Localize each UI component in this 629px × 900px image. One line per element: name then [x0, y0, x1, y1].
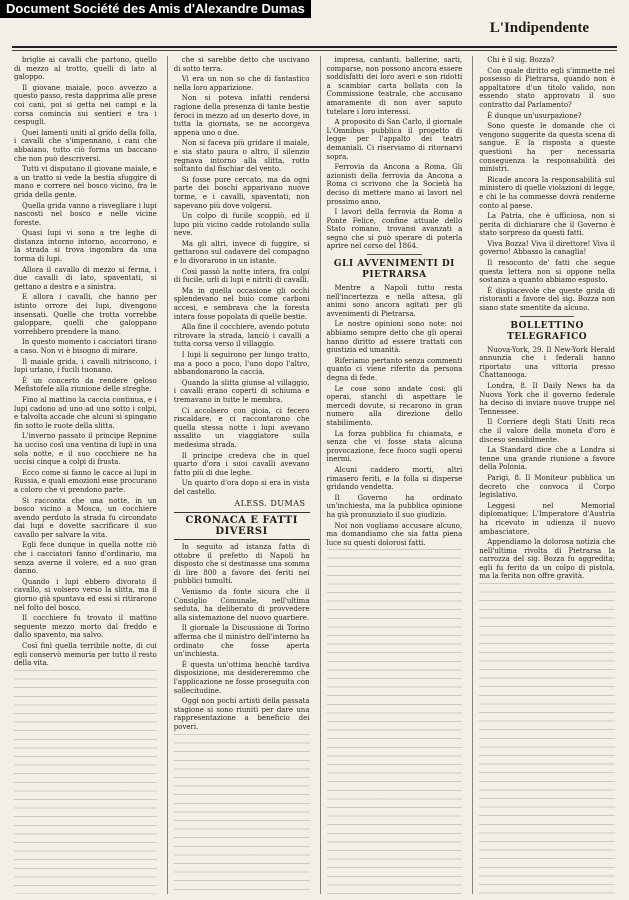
news-paragraph: Alcuni caddero morti, altri rimasero feriti, e la folla si disperse gridando vendetta.	[326, 465, 463, 492]
article-paragraph: Ci accolsero con gioia, ci fecero riscaldare, e ci raccontarono che quella stessa notte i lupi avevano assalito un viaggiatore sulla medesima strada.	[173, 406, 310, 449]
article-paragraph: Il cocchiere fu trovato il mattino seguente mezzo morto dal freddo e dallo spavento, ma salvo.	[14, 614, 157, 640]
section-divider	[367, 254, 421, 255]
article-paragraph: Tutti vi disputano il giovane maiale, e a un tratto si vede la bestia sfuggire di mano e correre nel bosco vicino, fra le grida della gente.	[14, 165, 157, 199]
news-paragraph: Mentre a Napoli tutto resta nell'incertezza e nella attesa, gli animi sono ancora agitati per gli avvenimenti di Pietrarsa.	[326, 284, 463, 318]
bulletin-paragraph: La Standard dice che a Londra si tenne una grande riunione a favore della Polonia.	[479, 446, 615, 472]
article-paragraph: Non si faceva più gridare il maiale, e sia stato paura o altro, il silenzio regnava intorno alla slitta, rotto soltanto dal fischiar del vento.	[173, 139, 310, 174]
news-paragraph: Le cose sono andate cosi: gli operai, stanchi di aspettare le mercedi dovute, si recarono in gran numero alla direzione dello stabilimento.	[326, 384, 463, 427]
article-paragraph: E allora i cavalli, che hanno per istinto orrore dei lupi, divengono insensati. Quelle che trotta vorrebbe galoppare, quelli che galoppano vorrebbero prendere la mano.	[14, 293, 157, 336]
article-paragraph: Ricade ancora la responsabilità sul ministero di quelle violazioni di legge, e chi le ha commesse dovrà renderne conto al paese.	[479, 175, 615, 210]
column-1	[14, 56, 157, 894]
bulletin-paragraph: Leggesi nel Memorial diplomatique: L'Imperatore d'Austria ha ricevuto in udienza il nuovo ambasciatore.	[479, 501, 615, 536]
article-paragraph: Alla fine il cocchiere, avendo potuto ritrovare la strada, lanciò i cavalli a tutta corsa verso il villaggio.	[173, 323, 310, 349]
text-filler	[174, 734, 310, 894]
article-paragraph: I lavori della ferrovia da Roma a Ponte Felice, confine attuale dello Stato romano, trovansi avanzati a segno che si può sperare di poterla aprire nel corso del 1864.	[326, 208, 463, 251]
article-paragraph: Allora il cavallo di mezzo si ferma, i due cavalli di lato, spaventati, si gettano a destra e a sinistra.	[14, 265, 157, 291]
article-paragraph: Ma in quella occasione gli occhi splendevano nel buio come carboni accesi, e sembrava che la foresta intera fosse popolata di quelle bestie.	[173, 286, 310, 321]
news-paragraph: Le nostre opinioni sono note: noi abbiamo sempre detto che gli operai hanno diritto ad essere trattati con giustizia ed umanità.	[326, 320, 463, 355]
article-paragraph: Non si poteva infatti rendersi ragione della presenza di tante bestie feroci in mezzo ad un deserto dove, in tutta la giornata, se ne accorgeva appena uno o due.	[173, 94, 310, 137]
bulletin-paragraph: Londra, 8. Il Daily News ha da Nuova York che il governo federale ha deciso di inviare nuove truppe nel Tennessee.	[479, 382, 615, 416]
column-2	[167, 56, 310, 894]
article-paragraph: Così passò la notte intera, fra colpi di fucile, urli di lupi e nitriti di cavalli.	[173, 267, 310, 285]
article-paragraph: Un quarto d'ora dopo si era in vista del castello.	[173, 479, 310, 496]
news-paragraph: Noi non vogliamo accusare alcuno, ma domandiamo che sia fatta piena luce su questi dolorosi fatti.	[326, 521, 463, 547]
article-paragraph: Viva Bozza! Viva il direttore! Viva il governo! Abbasso la canaglia!	[479, 239, 615, 257]
author-signature: ALESS. DUMAS	[234, 498, 306, 508]
article-paragraph: Quella grida vanno a risvegliare i lupi nascosti nel bosco e nelle vicine foreste.	[14, 201, 157, 227]
top-rule	[12, 46, 617, 48]
article-paragraph: Ferrovia da Ancona a Roma. Gli azionisti della ferrovia da Ancona a Roma ci scrivono che la Società ha deciso di mettere mano ai lavori nel prossimo anno.	[326, 163, 463, 206]
article-paragraph: Un colpo di fucile scoppiò, ed il lupo più vicino cadde rotolando sulla neve.	[173, 212, 310, 238]
article-paragraph: È dunque un'usurpazione?	[487, 111, 582, 120]
news-paragraph: Riferiamo pertanto senza commenti quanto ci viene riferito da persona degna di fede.	[326, 356, 463, 382]
column-4	[472, 56, 615, 894]
section-heading-pietrarsa: GLI AVVENIMENTI DI PIETRARSA	[333, 259, 455, 281]
bulletin-paragraph: Appendiamo la dolorosa notizia che nell'ultima rivolta di Pietrarsa la carrozza del sig. Bozza fu aggredita; egli fu ferito da un colpo di pistola, ma la ferita non offre gravità.	[479, 538, 615, 581]
article-paragraph: Quasi lupi vi sono a tre leghe di distanza intorno intorno, accorrono, e la strada si trova ingombra da una torma di lupi.	[14, 229, 157, 264]
article-paragraph: Si racconta che una notte, in un bosco vicino a Mosca, un cocchiere avendo perduto la strada fu circondato dai lupi e dovette sacrificare il suo cavallo per salvare la vita.	[14, 496, 157, 539]
article-paragraph: A proposito di San Carlo, il giornale L'Omnibus pubblica il progetto di legge per l'appalto dei teatri demaniali. Ci riserviamo di ritornarvi sopra.	[326, 118, 463, 161]
article-paragraph: Il principe credeva che in quel quarto d'ora i suoi cavalli avevano fatto più di due leghe.	[173, 451, 310, 477]
article-paragraph: Chi è il sig. Bozza?	[487, 56, 555, 64]
text-filler	[479, 583, 615, 894]
section-heading-bollettino: BOLLETTINO TELEGRAFICO	[507, 320, 588, 342]
text-filler	[327, 549, 463, 894]
article-paragraph: Ma gli altri, invece di fuggire, si gettarono sul cadavere del compagno e lo divorarono in un istante.	[173, 239, 310, 266]
article-paragraph: I lupi li seguirono per lungo tratto, ma a poco a poco, l'uno dopo l'altro, abbandonarono la caccia.	[173, 351, 310, 377]
article-paragraph: Quando i lupi ebbero divorato il cavallo, si volsero verso la slitta, ma il giorno già spuntava ed essi si ritirarono nel folto del bosco.	[14, 577, 157, 612]
newspaper-masthead: L'Indipendente	[489, 20, 589, 36]
article-paragraph: Così finì quella terribile notte, di cui egli conservò memoria per tutto il resto della vita.	[14, 642, 157, 668]
article-paragraph: Quei lamenti uniti al grido della folla, i cavalli che s'impennano, i cani che abbaiano, tutto ciò forma un baccano che non può descriversi.	[14, 128, 157, 163]
watermark-banner: Document Société des Amis d'Alexandre Dumas	[0, 0, 311, 18]
news-paragraph: La forza pubblica fu chiamata, e senza che vi fosse stata alcuna provocazione, fece fuoco sugli operai inermi.	[326, 429, 463, 464]
news-paragraph: Oggi non pochi artisti della passata stagione si sono riuniti per dare una rappresentazione a beneficio dei poveri.	[173, 697, 310, 731]
article-paragraph: Con quale diritto egli s'immette nel possesso di Pietrarsa, quando non è appaltatore d'un titolo valido, non essendo stato approvato il suo contratto dal Parlamento?	[479, 66, 615, 109]
article-paragraph: In questo momento i cacciatori tirano a caso. Non vi è bisogno di mirare.	[14, 338, 157, 355]
section-heading-cronaca: CRONACA E FATTI DIVERSI	[174, 512, 310, 540]
top-rule-thin	[12, 50, 617, 51]
bulletin-paragraph: Nuova-York, 29. Il New-York Herald annunzia che i federali hanno riportato una vittoria presso Chattanooga.	[479, 345, 615, 380]
page-columns	[14, 56, 615, 894]
article-paragraph: L'inverno passato il principe Repnine ha ucciso così una ventina di lupi in una sola notte, e il suo cocchiere ne ha uccisi cinque a colpi di frusta.	[14, 432, 157, 467]
article-paragraph: È un concerto da rendere geloso Mefistofele alla riunione delle streghe.	[14, 376, 157, 394]
bulletin-paragraph: Il Corriere degli Stati Uniti reca che il valore della moneta d'oro è disceso sensibilmente.	[479, 418, 615, 444]
article-paragraph: che si sarebbe detto che uscivano di sotto terra.	[173, 56, 310, 73]
news-paragraph: Il giornale la Discussione di Torino afferma che il ministro dell'interno ha ordinato che fosse aperta un'inchiesta.	[173, 624, 310, 659]
news-paragraph: In seguito ad istanza fatta di ottobre il prefetto di Napoli ha disposto che si destinasse una somma di lire 800 a favore dei feriti nei pubblici tumulti.	[173, 543, 310, 586]
article-paragraph: Il maiale grida, i cavalli nitriscono, i lupi urlano, i fucili tuonano.	[14, 357, 157, 375]
article-paragraph: Fino al mattino la caccia continua, e i lupi cadono ad uno ad uno sotto i colpi, e talvolta accade che alcuni si spingano fin sotto le ruote della slitta.	[14, 395, 157, 430]
article-paragraph: Egli fece dunque in quella notte ciò che i cacciatori fanno d'ordinario, ma senza averne il volere, ed a suo gran danno.	[14, 541, 157, 576]
article-paragraph: È dispiacevole che queste grida di ristoranti a favore del sig. Bozza non siano state smentite da alcuno.	[479, 286, 615, 313]
article-paragraph: briglie ai cavalli che partono, quello di mezzo al trotto, quelli di lato al galoppo.	[14, 56, 157, 82]
article-paragraph: Sono queste le domande che ci vengono suggerite da questa scena di sangue. E la risposta a queste questioni ha per necessaria conseguenza la responsabilità dei ministri.	[479, 122, 615, 174]
text-filler	[14, 670, 157, 894]
article-paragraph: Si fosse pure cercato, ma da ogni parte dei boschi apparivano nuove torme, e i cavalli, spaventati, non sapevano più dove volgersi.	[173, 175, 310, 210]
article-paragraph: Quando la slitta giunse al villaggio, i cavalli erano coperti di schiuma e tremavano in tutte le membra.	[173, 378, 310, 404]
bulletin-paragraph: Parigi, 8. Il Moniteur pubblica un decreto che convoca il Corpo legislativo.	[479, 473, 615, 500]
news-paragraph: Veniamo da fonte sicura che il Consiglio Comunale, nell'ultima seduta, ha deliberato di provvedere alla sistemazione del nuovo quartiere.	[173, 588, 310, 622]
article-paragraph: impresa, cantanti, ballerine, sarti, comparse, non possono ancora essere soddisfatti dei loro averi e son ridotti a scambiar carta bollata con la Commissione teatrale, che accusano amaramente di non aver saputo tutelare i loro interessi.	[326, 56, 463, 116]
article-paragraph: Ecco come si fanno le cacce ai lupi in Russia, e quali emozioni esse procurano a coloro che vi prendono parte.	[14, 468, 157, 494]
article-paragraph: Il resoconto de' fatti che segue questa lettera non si oppone nella sostanza a quanto abbiamo esposto.	[479, 259, 615, 285]
news-paragraph: È questa un'ottima benchè tardiva disposizione, ma desidereremmo che l'applicazione ne fosse proseguita con sollecitudine.	[173, 660, 310, 695]
article-paragraph: Vi era un non so che di fantastico nella loro apparizione.	[173, 75, 310, 92]
news-paragraph: Il Governo ha ordinato un'inchiesta, ma la pubblica opinione ha già pronunziato il suo giudizio.	[326, 493, 463, 519]
section-divider	[520, 316, 574, 317]
article-paragraph: La Patria, che è ufficiosa, non si perita di dichiarare che il Governo è stato sorpreso da questi fatti.	[479, 212, 615, 238]
column-3	[320, 56, 463, 894]
article-paragraph: Il giovane maiale, poco avvezzo a questo passo, resta dapprima alle prese coi cani, poi si getta nei campi e la corsa comincia sui sentieri e tra i cespugli.	[14, 83, 157, 127]
